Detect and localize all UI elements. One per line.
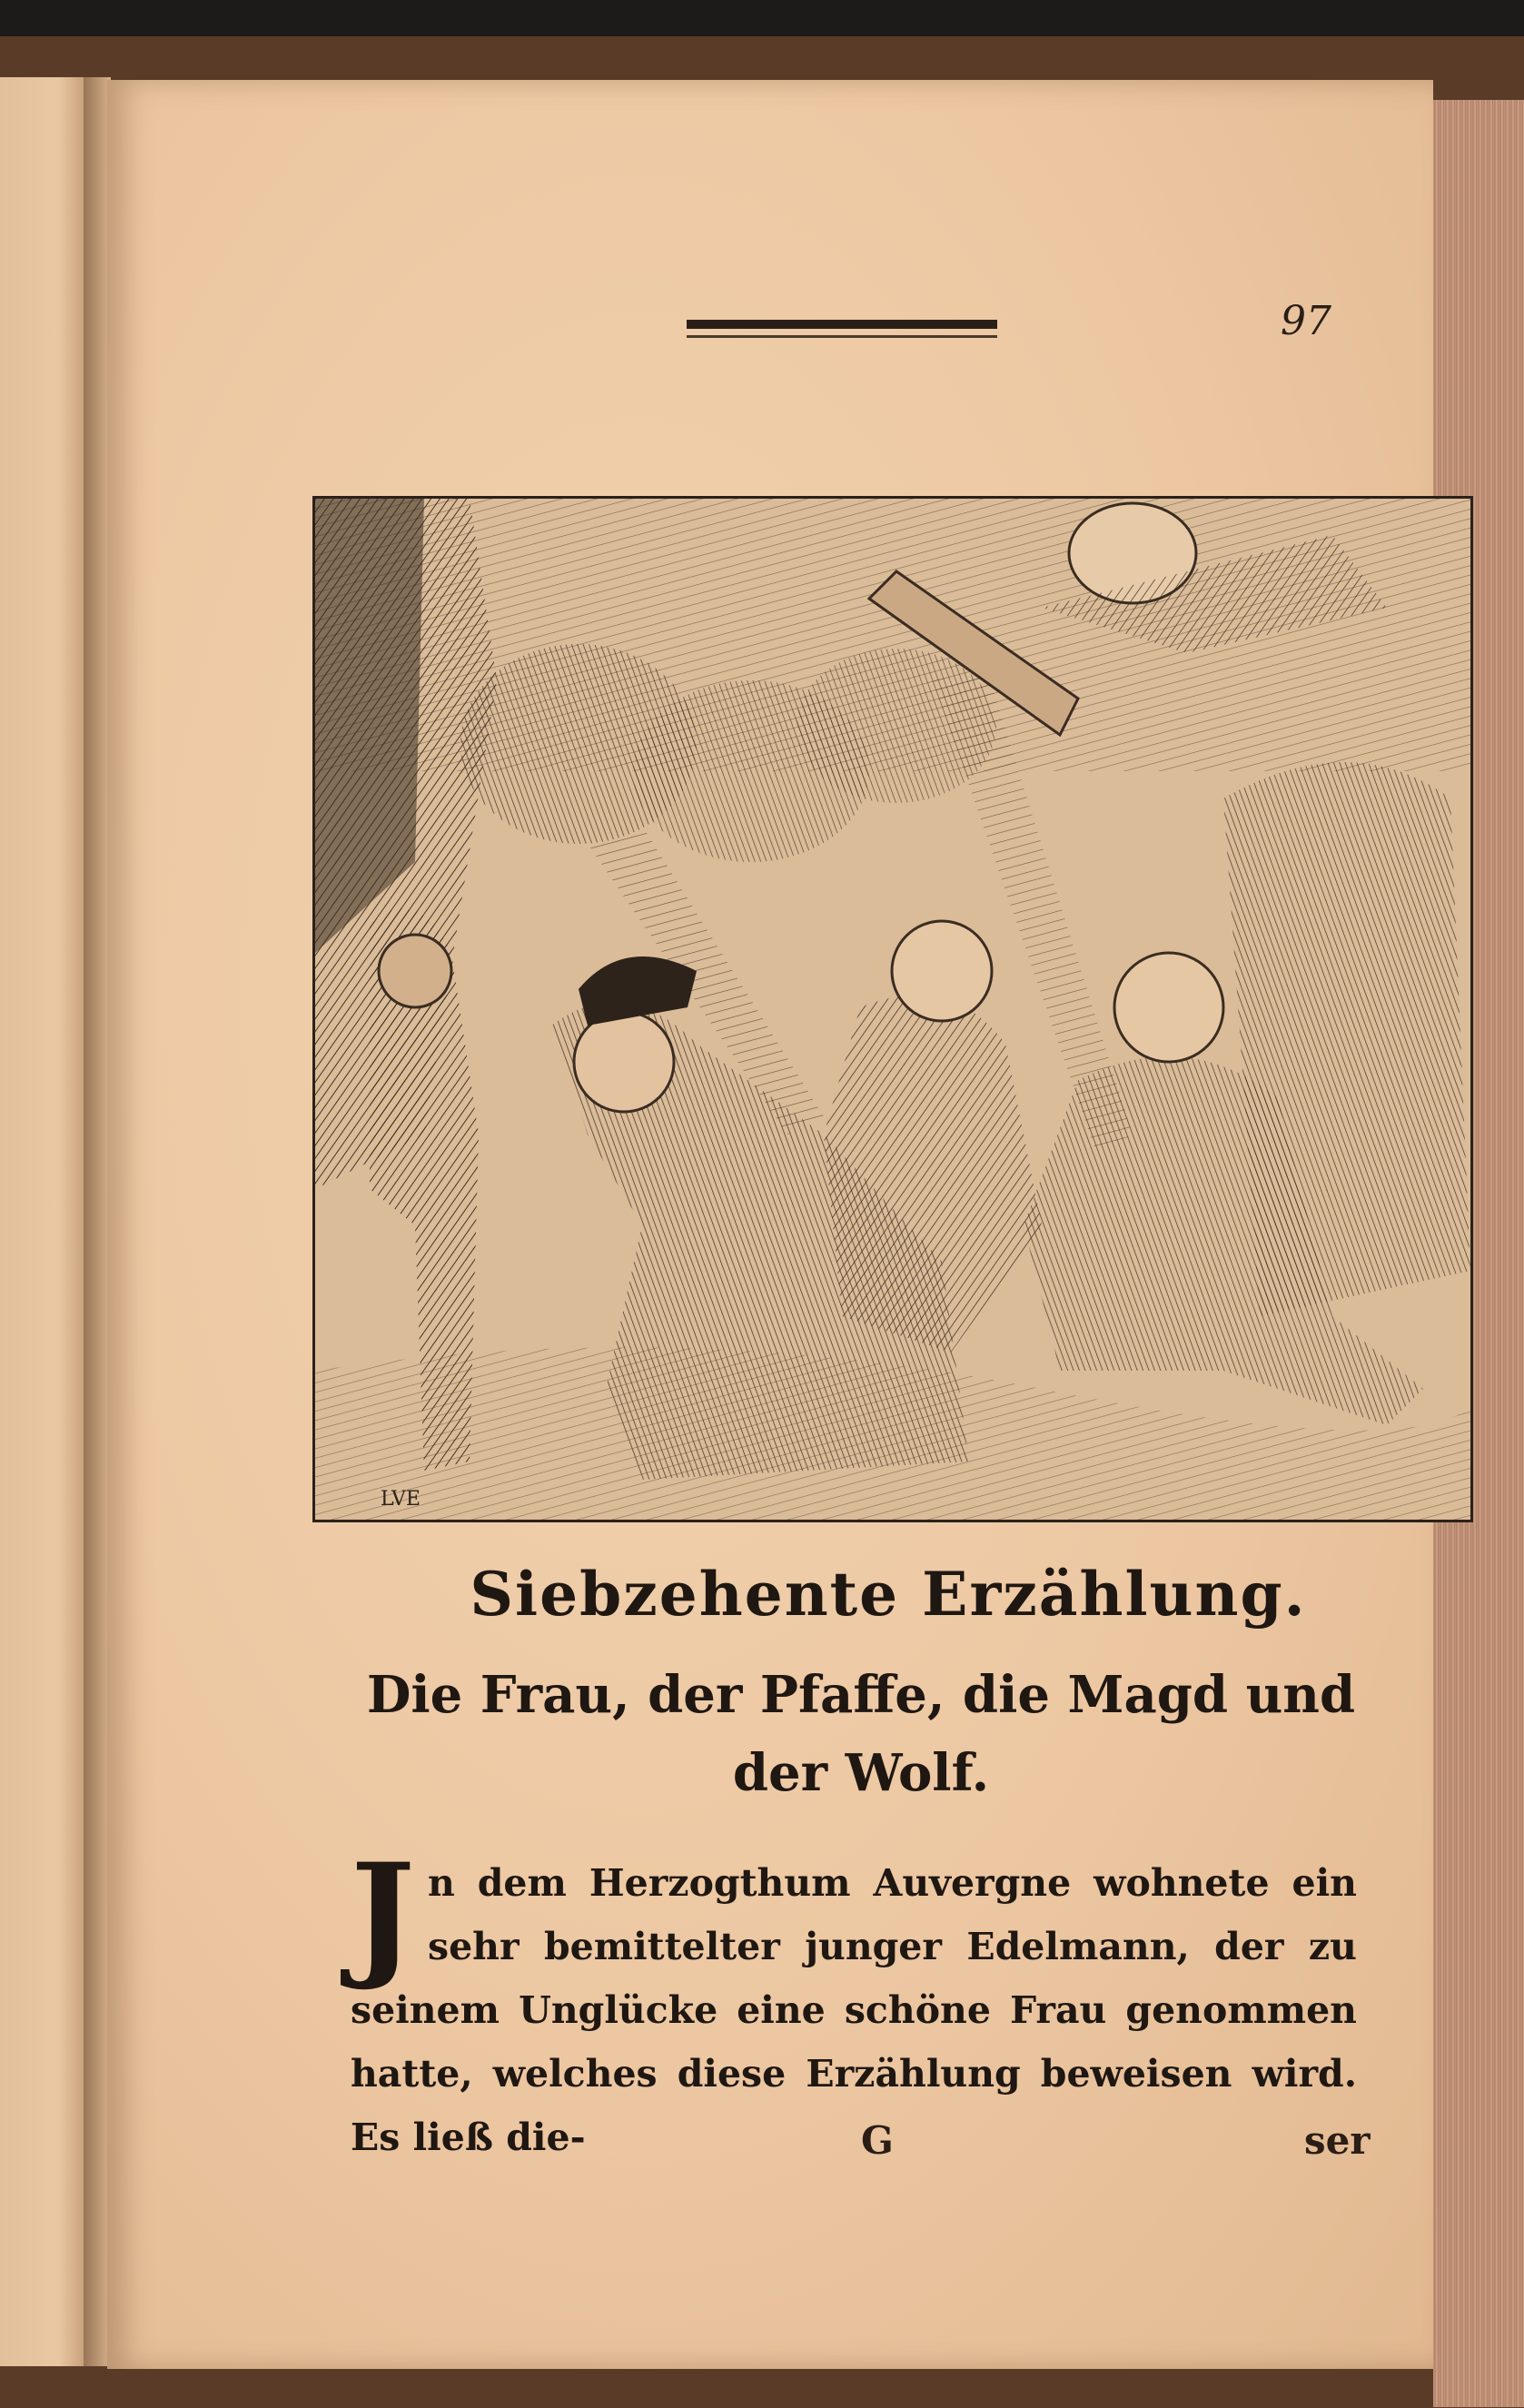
page-number: 97 [1281, 298, 1331, 344]
header-rule [687, 320, 997, 329]
engraving-illustration [312, 496, 1473, 1522]
drop-cap: J [351, 1834, 415, 1994]
body-text: n dem Herzogthum Auvergne wohnete ein sehr bemittelter junger Edelmann, der zu seinem Unglücke eine schöne Frau genommen hatte, welches diese Erzählung beweisen wird. Es ließ die- [351, 1861, 1357, 2159]
engraving-image [315, 499, 1470, 1520]
body-paragraph [351, 1834, 1357, 2169]
left-page-edge [0, 77, 85, 2366]
catchword: ser [1304, 2118, 1371, 2163]
subtitle-line-2: der Wolf. [732, 1743, 990, 1803]
right-page [107, 80, 1433, 2369]
engraver-signature: LVE [381, 1488, 421, 1511]
subtitle-line-1: Die Frau, der Pfaffe, die Magd und [366, 1665, 1356, 1725]
book-spread [0, 36, 1524, 2408]
chapter-title: Siebzehente Erzählung. [470, 1559, 1307, 1630]
subtitle [352, 1656, 1370, 1812]
header-rule-thin [687, 335, 997, 338]
gathering-signature: G [861, 2118, 894, 2163]
